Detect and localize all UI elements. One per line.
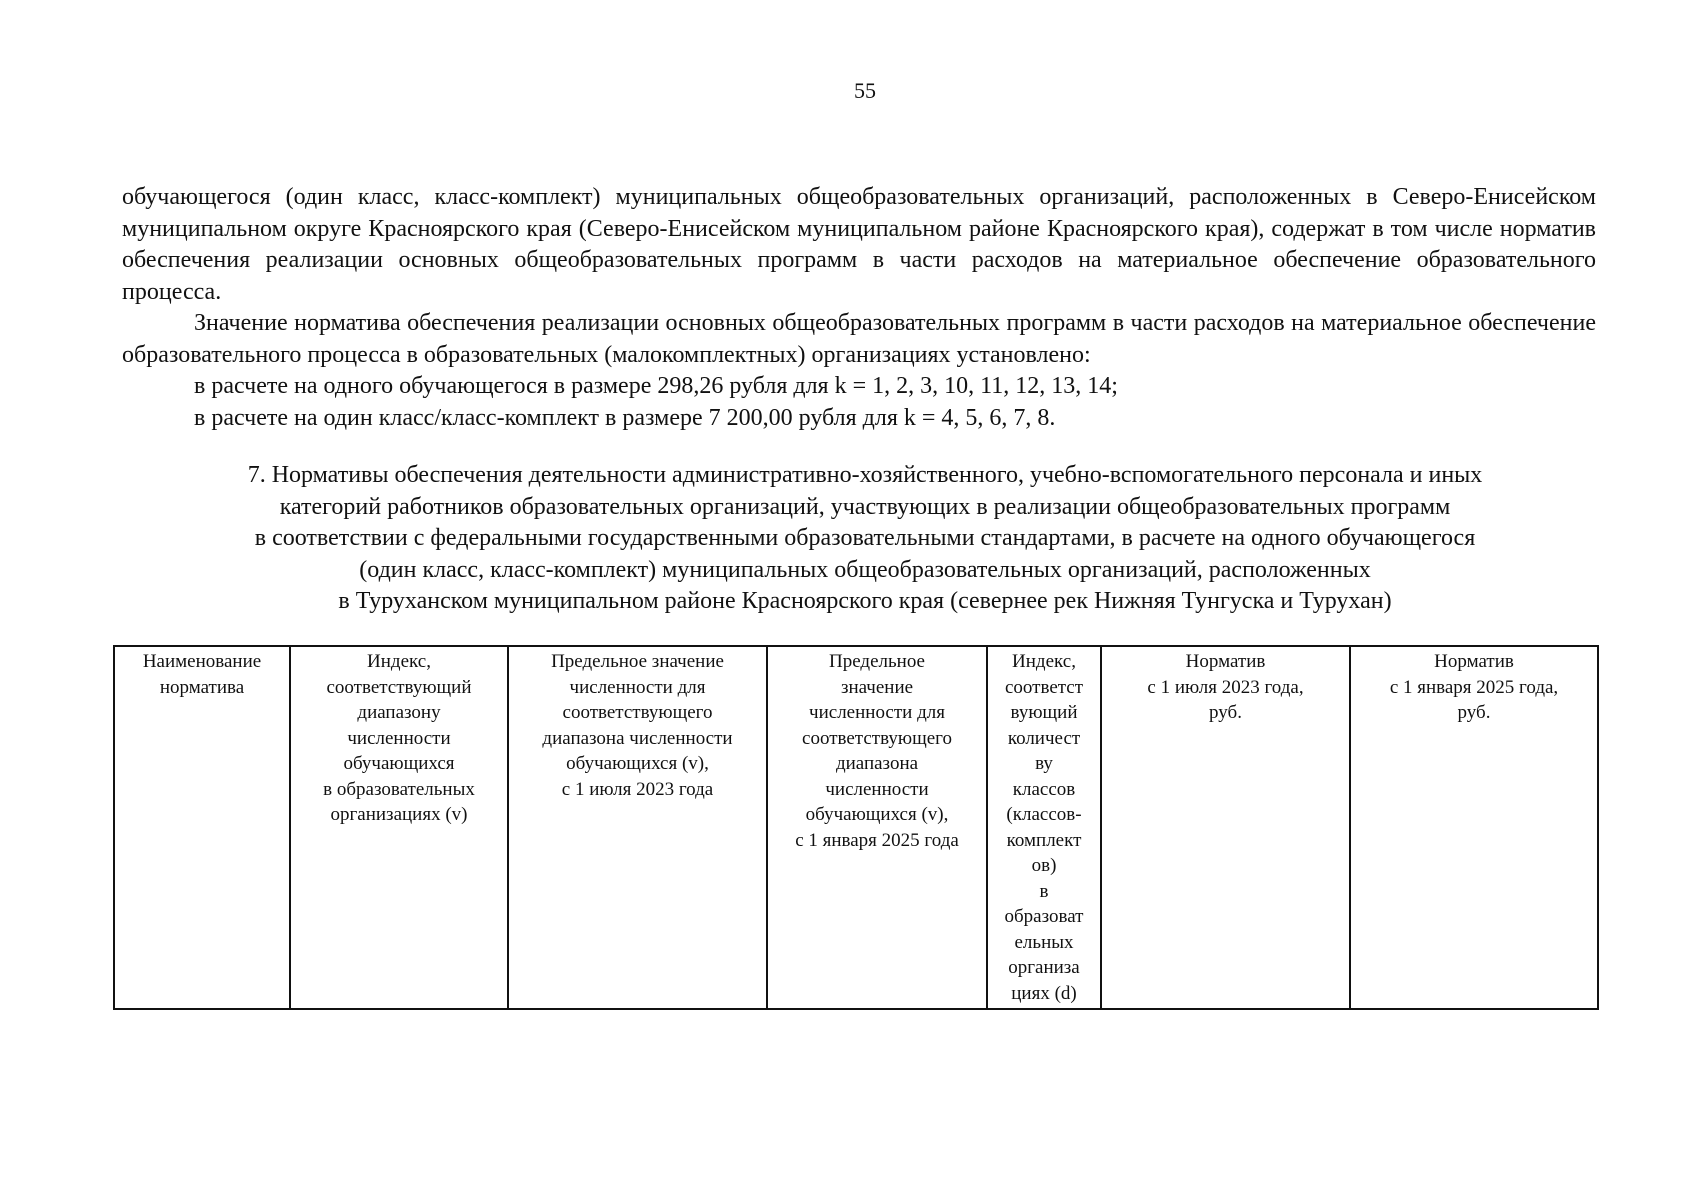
page-number: 55 xyxy=(854,78,876,103)
header-cell-limit-2023: Предельное значение численности для соответствующего диапазона численности обучающихся (v), с 1 июля 2023 года xyxy=(508,646,767,1009)
section-heading-line: категорий работников образовательных организаций, участвующих в реализации общеобразовательных программ xyxy=(279,493,1451,520)
section-heading-line: (один класс, класс-комплект) муниципальных общеобразовательных организаций, расположенных xyxy=(359,556,1371,583)
header-cell-student-index: Индекс, соответствующий диапазону численности обучающихся в образовательных организациях (v) xyxy=(290,646,508,1009)
per-class-line: в расчете на один класс/класс-комплект в размере 7 200,00 рубля для k = 4, 5, 6, 7, 8. xyxy=(194,404,1056,431)
norms-table xyxy=(113,645,1599,1010)
section-heading xyxy=(150,460,1580,618)
intro-block xyxy=(122,182,1596,434)
intro-paragraph: обучающегося (один класс, класс-комплект) муниципальных общеобразовательных организаций, расположенных в Северо-Енисейском муниципальном округе Красноярского края (Северо-Енисейском муниципальном районе Красноярского края), содержат в том числе норматив обеспечения реализации основных общеобразовательных программ в части расходов на материальное обеспечение образовательного процесса. xyxy=(122,184,1596,305)
header-cell-class-index: Индекс, соответст вующий количест ву классов (классов- комплект ов) в образоват ельных организа циях (d) xyxy=(987,646,1101,1009)
header-cell-norm-2025: Норматив с 1 января 2025 года, руб. xyxy=(1350,646,1598,1009)
header-cell-norm-2023: Норматив с 1 июля 2023 года, руб. xyxy=(1101,646,1350,1009)
header-cell-limit-2025: Предельное значение численности для соответствующего диапазона численности обучающихся (v), с 1 января 2025 года xyxy=(767,646,987,1009)
section-heading-line: в соответствии с федеральными государственными образовательными стандартами, в расчете на одного обучающегося xyxy=(254,525,1476,551)
table-header-row xyxy=(114,646,1598,1009)
section-heading-line: в Туруханском муниципальном районе Красноярского края (севернее рек Нижняя Тунгуска и Турухан) xyxy=(338,588,1392,614)
header-cell-norm-name: Наименование норматива xyxy=(114,646,290,1009)
per-student-line: в расчете на одного обучающегося в размере 298,26 рубля для k = 1, 2, 3, 10, 11, 12, 13, 14; xyxy=(194,373,1118,399)
value-paragraph: Значение норматива обеспечения реализации основных общеобразовательных программ в части расходов на материальное обеспечение образовательного процесса в образовательных (малокомплектных) организациях установлено: xyxy=(122,310,1596,368)
section-heading-line: 7. Нормативы обеспечения деятельности административно-хозяйственного, учебно-вспомогательного персонала и иных xyxy=(247,462,1483,488)
